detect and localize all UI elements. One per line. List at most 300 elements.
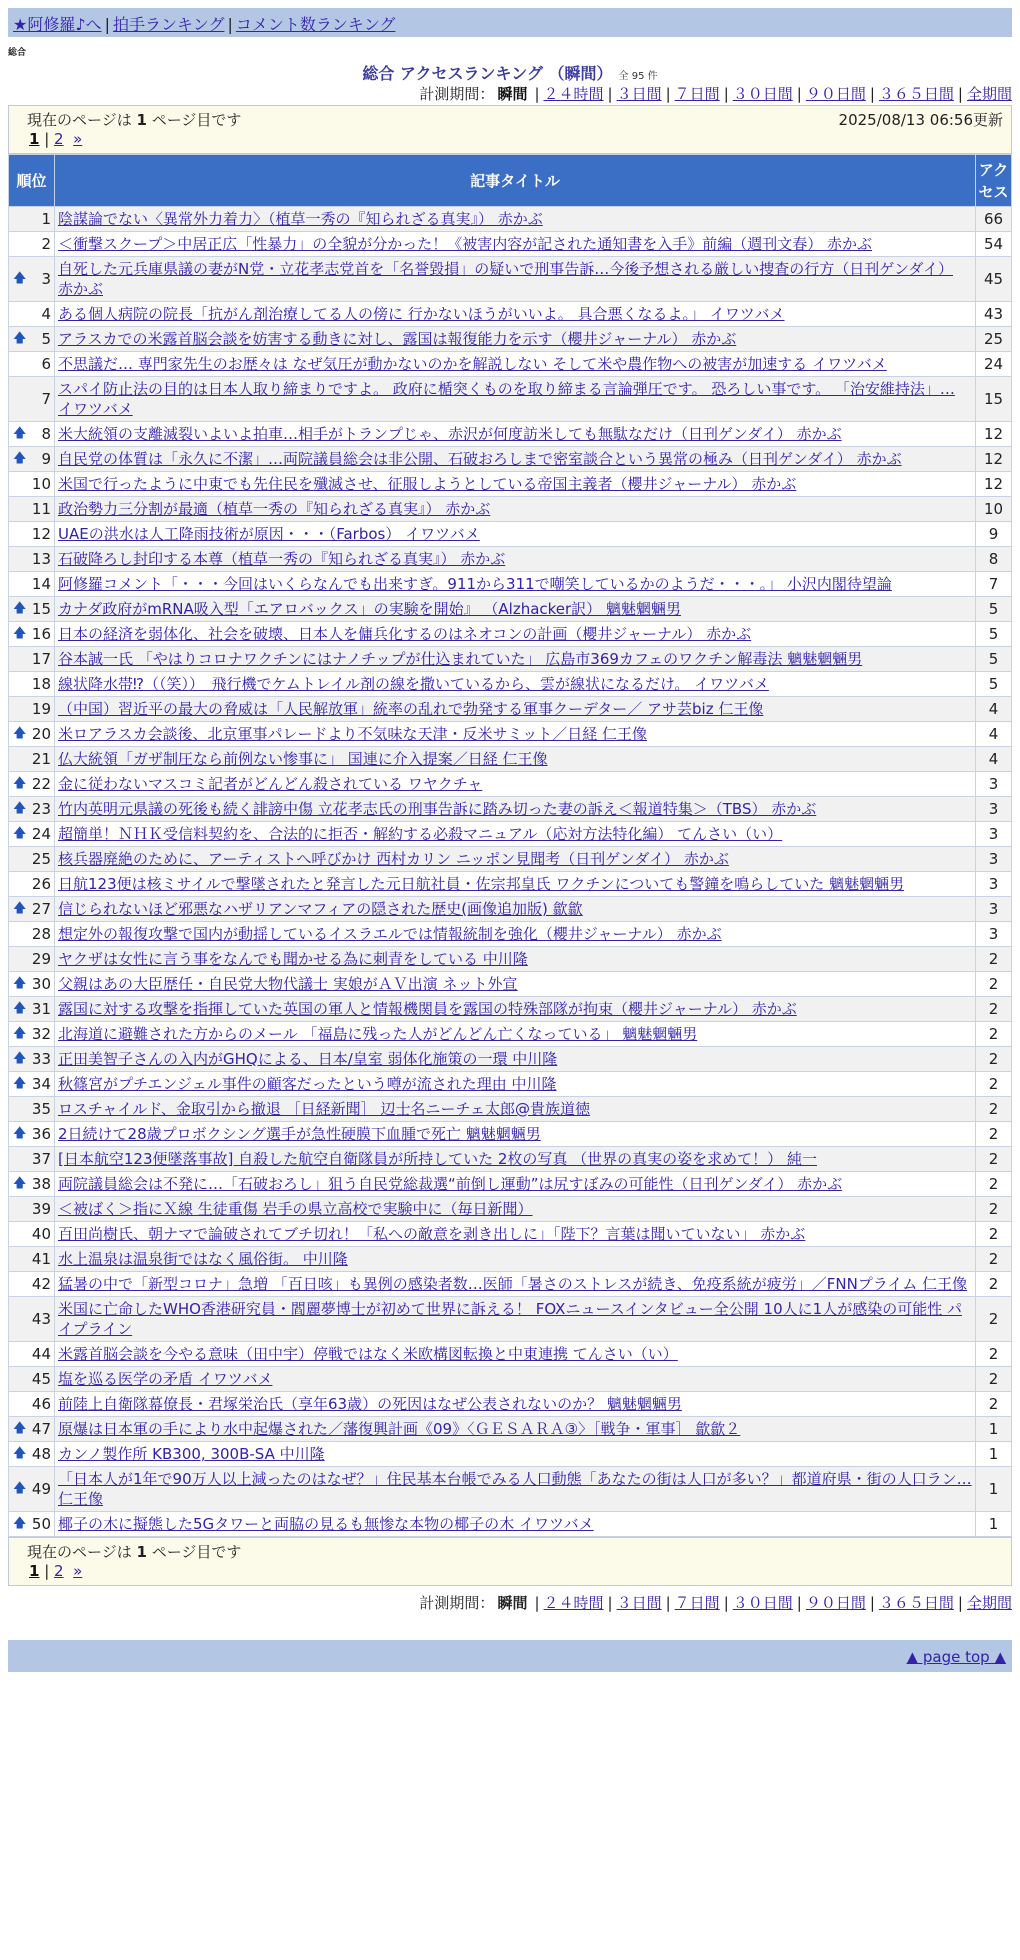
next-page-link[interactable]: » [73, 130, 83, 148]
period-current: 瞬間 [497, 85, 528, 103]
table-row [9, 522, 1012, 547]
period-30d[interactable]: ３０日間 [732, 85, 793, 103]
table-row [9, 822, 1012, 847]
rank-cell [9, 1367, 55, 1392]
table-row [9, 497, 1012, 522]
table-row [9, 1272, 1012, 1297]
title-cell [55, 232, 976, 257]
title-cell [55, 1097, 976, 1122]
title-cell [55, 1247, 976, 1272]
page-top-link[interactable]: ▲ page top ▲ [906, 1648, 1006, 1666]
applause-ranking-link[interactable]: 拍手ランキング [112, 15, 225, 34]
period-separator: | [534, 1594, 540, 1612]
article-link[interactable]: 北海道に避難された方からのメール 「福島に残った人がどんどん亡くなっている」 魑魅魍魎男 [58, 1025, 698, 1043]
article-link[interactable]: スパイ防止法の目的は日本人取り締まりですよ。 政府に楯突くものを取り締まる言論弾圧です。 恐ろしい事です。 「治安維持法」… イワツバメ [58, 380, 955, 418]
rank-number: 23 [31, 800, 51, 818]
title-cell [55, 1147, 976, 1172]
rank-cell [9, 1072, 55, 1097]
article-link[interactable]: 仏大統領「ガザ制圧なら前例ない惨事に」 国連に介入提案／日経 仁王像 [58, 750, 548, 768]
article-link[interactable]: カンノ製作所 KB300, 300B-SA 中川隆 [58, 1445, 325, 1463]
article-link[interactable]: 自死した元兵庫県議の妻がN党・立花孝志党首を「名誉毀損」の疑いで刑事告訴…今後予想される厳しい捜査の行方（日刊ゲンダイ） 赤かぶ [58, 260, 954, 298]
access-count: 2 [976, 997, 1012, 1022]
article-link[interactable]: （中国）習近平の最大の脅威は「人民解放軍」統率の乱れで勃発する軍事クーデター／ アサ芸biz 仁王像 [58, 700, 764, 718]
rank-cell [9, 422, 55, 447]
access-count: 3 [976, 822, 1012, 847]
rank-up-arrow-icon: 🡅 [13, 1051, 27, 1066]
access-count: 45 [976, 257, 1012, 302]
rank-number: 41 [31, 1250, 51, 1268]
article-link[interactable]: 阿修羅コメント「・・・今回はいくらなんでも出来すぎ。911から311で嘲笑しているかのようだ・・・。」 小沢内閣待望論 [58, 575, 892, 593]
table-row [9, 997, 1012, 1022]
table-row [9, 772, 1012, 797]
rank-number: 9 [41, 450, 51, 468]
table-row [9, 1197, 1012, 1222]
period-3d[interactable]: ３日間 [616, 85, 662, 103]
title-cell [55, 207, 976, 232]
rank-cell [9, 1392, 55, 1417]
period-7d[interactable]: ７日間 [674, 1594, 720, 1612]
rank-up-arrow-icon: 🡅 [13, 1076, 27, 1091]
table-row [9, 302, 1012, 327]
article-link[interactable]: 前陸上自衛隊幕僚長・君塚栄治氏（享年63歳）の死因はなぜ公表されないのか？ 魑魅魍魎男 [58, 1395, 682, 1413]
table-row [9, 972, 1012, 997]
period-separator: | [957, 85, 963, 103]
current-page-text [27, 109, 241, 130]
title-cell [55, 1022, 976, 1047]
title-cell [55, 697, 976, 722]
rank-cell [9, 847, 55, 872]
article-link[interactable]: アラスカでの米露首脳会談を妨害する動きに対し、露国は報復能力を示す（櫻井ジャーナル） 赤かぶ [58, 330, 737, 348]
period-selector-bottom [8, 1592, 1012, 1614]
access-count: 4 [976, 747, 1012, 772]
period-separator: | [957, 1594, 963, 1612]
title-cell [55, 947, 976, 972]
article-link[interactable]: 信じられないほど邪悪なハザリアンマフィアの隠された歴史(画像追加版) 歙歙 [58, 900, 583, 918]
rank-number: 26 [31, 875, 51, 893]
rank-cell [9, 747, 55, 772]
rank-number: 14 [31, 575, 51, 593]
rank-up-arrow-icon: 🡅 [13, 1176, 27, 1191]
rank-cell [9, 947, 55, 972]
article-link[interactable]: 「日本人が1年で90万人以上減ったのはなぜ？」住民基本台帳でみる人口動態「あなたの街は人口が多い？」都道府県・街の人口ラン… 仁王像 [58, 1470, 972, 1508]
access-count: 8 [976, 547, 1012, 572]
rank-up-arrow-icon: 🡅 [13, 426, 27, 441]
title-cell [55, 522, 976, 547]
rank-number: 36 [31, 1125, 51, 1143]
page-1: 1 [29, 130, 40, 148]
table-row [9, 1512, 1012, 1537]
current-page-post: ページ目です [151, 111, 242, 129]
rank-cell [9, 1467, 55, 1512]
rank-cell [9, 352, 55, 377]
article-link[interactable]: ロスチャイルド、金取引から撤退 ［日経新聞］ 辺士名ニーチェ太郎@貴族道徳 [58, 1100, 590, 1118]
rank-cell [9, 922, 55, 947]
article-link[interactable]: 塩を巡る医学の矛盾 イワツバメ [58, 1370, 273, 1388]
access-count: 2 [976, 1147, 1012, 1172]
period-365d[interactable]: ３６５日間 [878, 1594, 954, 1612]
rank-cell [9, 1342, 55, 1367]
rank-number: 31 [31, 1000, 51, 1018]
table-row [9, 1147, 1012, 1172]
article-link[interactable]: 父親はあの大臣歴任・自民党大物代議士 実娘がＡＶ出演 ネット外宣 [58, 975, 518, 993]
article-link[interactable]: 露国に対する攻撃を指揮していた英国の軍人と情報機関員を露国の特殊部隊が拘束（櫻井ジャーナル） 赤かぶ [58, 1000, 797, 1018]
table-row [9, 672, 1012, 697]
article-link[interactable]: 日航123便は核ミサイルで撃墜されたと発言した元日航社員・佐宗邦皇氏 ワクチンについても警鐘を鳴らしていた 魑魅魍魎男 [58, 875, 905, 893]
rank-up-arrow-icon: 🡅 [13, 726, 27, 741]
period-3d[interactable]: ３日間 [616, 1594, 662, 1612]
access-count: 5 [976, 647, 1012, 672]
article-link[interactable]: 石破降ろし封印する本尊（植草一秀の『知られざる真実』） 赤かぶ [58, 550, 506, 568]
access-count: 1 [976, 1417, 1012, 1442]
article-link[interactable]: 水上温泉は温泉街ではなく風俗街。 中川隆 [58, 1250, 348, 1268]
article-link[interactable]: 秋篠宮がプチエンジェル事件の顧客だったという噂が流された理由 中川隆 [58, 1075, 557, 1093]
article-link[interactable]: 米大統領の支離滅裂いよいよ拍車…相手がトランプじゃ、赤沢が何度訪米しても無駄なだけ（日刊ゲンダイ） 赤かぶ [58, 425, 842, 443]
rank-number: 17 [31, 650, 51, 668]
rank-number: 43 [31, 1310, 51, 1328]
next-page-link[interactable]: » [73, 1562, 83, 1580]
access-count: 7 [976, 572, 1012, 597]
article-link[interactable]: ヤクザは女性に言う事をなんでも聞かせる為に刺青をしている 中川隆 [58, 950, 528, 968]
rank-number: 32 [31, 1025, 51, 1043]
period-selector-top [8, 83, 1012, 105]
rank-number: 33 [31, 1050, 51, 1068]
article-link[interactable]: 百田尚樹氏、朝ナマで論破されてブチ切れ！「私への敵意を剥き出しに」「陛下？言葉は聞いていない」 赤かぶ [58, 1225, 806, 1243]
rank-cell [9, 647, 55, 672]
access-count: 2 [976, 972, 1012, 997]
table-row [9, 722, 1012, 747]
total-count: 全 95 件 [618, 71, 658, 82]
table-row [9, 232, 1012, 257]
table-row [9, 422, 1012, 447]
title-cell [55, 572, 976, 597]
article-link[interactable]: 超簡単！ＮＨＫ受信料契約を、合法的に拒否・解約する必殺マニュアル（応対方法特化編） てんさい（い） [58, 825, 783, 843]
article-link[interactable]: 金に従わないマスコミ記者がどんどん殺されている ワヤクチャ [58, 775, 483, 793]
access-count: 2 [976, 1097, 1012, 1122]
article-link[interactable]: 原爆は日本軍の手により水中起爆された／藩復興計画《09》〈ＧＥＳＡＲＡ③〉［戦争・軍事］ 歙歙２ [58, 1420, 741, 1438]
table-row [9, 797, 1012, 822]
rank-number: 42 [31, 1275, 51, 1293]
access-count: 4 [976, 722, 1012, 747]
period-365d[interactable]: ３６５日間 [878, 85, 954, 103]
rank-number: 19 [31, 700, 51, 718]
rank-cell [9, 1442, 55, 1467]
access-count: 5 [976, 622, 1012, 647]
rank-cell [9, 1247, 55, 1272]
page-2-link[interactable]: 2 [54, 130, 64, 148]
article-link[interactable]: 正田美智子さんの入内がGHQによる、日本/皇室 弱体化施策の一環 中川隆 [58, 1050, 558, 1068]
article-link[interactable]: 米国で行ったように中東でも先住民を殲滅させ、征服しようとしている帝国主義者（櫻井ジャーナル） 赤かぶ [58, 475, 797, 493]
period-separator: | [723, 1594, 729, 1612]
rank-number: 49 [31, 1480, 51, 1498]
article-link[interactable]: ある個人病院の院長「抗がん剤治療してる人の傍に 行かないほうがいいよ。 具合悪くなるよ。」 イワツバメ [58, 305, 785, 323]
title-cell [55, 302, 976, 327]
rank-cell [9, 822, 55, 847]
rank-up-arrow-icon: 🡅 [13, 271, 27, 286]
table-row [9, 377, 1012, 422]
title-cell [55, 1512, 976, 1537]
article-link[interactable]: 陰謀論でない〈異常外力着力〉（植草一秀の『知られざる真実』） 赤かぶ [58, 210, 543, 228]
table-row [9, 1122, 1012, 1147]
rank-up-arrow-icon: 🡅 [13, 1001, 27, 1016]
rank-number: 22 [31, 775, 51, 793]
rank-number: 38 [31, 1175, 51, 1193]
rank-cell [9, 772, 55, 797]
rank-cell [9, 1097, 55, 1122]
title-cell [55, 1272, 976, 1297]
access-count: 3 [976, 922, 1012, 947]
access-count: 1 [976, 1512, 1012, 1537]
access-count: 2 [976, 1342, 1012, 1367]
article-link[interactable]: 猛暑の中で「新型コロナ」急増 「百日咳」も異例の感染者数…医師「暑さのストレスが続き、免疫系統が疲労」／FNNプライム 仁王像 [58, 1275, 968, 1293]
rank-number: 25 [31, 850, 51, 868]
table-row [9, 622, 1012, 647]
rank-cell [9, 472, 55, 497]
table-row [9, 747, 1012, 772]
title-cell [55, 847, 976, 872]
rank-number: 3 [41, 270, 51, 288]
rank-up-arrow-icon: 🡅 [13, 1421, 27, 1436]
access-count: 2 [976, 1072, 1012, 1097]
rank-cell [9, 1047, 55, 1072]
title-cell [55, 1297, 976, 1342]
table-row [9, 947, 1012, 972]
period-all[interactable]: 全期間 [966, 85, 1012, 103]
access-count: 2 [976, 1297, 1012, 1342]
rank-number: 4 [41, 305, 51, 323]
access-count: 2 [976, 1022, 1012, 1047]
current-page-pre: 現在のページは [27, 1543, 132, 1561]
rank-cell [9, 1417, 55, 1442]
home-link[interactable]: ★阿修羅♪へ [13, 15, 102, 34]
article-link[interactable]: 想定外の報復攻撃で国内が動揺しているイスラエルでは情報統制を強化（櫻井ジャーナル） 赤かぶ [58, 925, 722, 943]
table-row [9, 597, 1012, 622]
rank-cell [9, 232, 55, 257]
table-row [9, 207, 1012, 232]
title-cell [55, 352, 976, 377]
rank-number: 50 [31, 1515, 51, 1533]
rank-cell [9, 672, 55, 697]
period-90d[interactable]: ９０日間 [805, 1594, 866, 1612]
title-cell [55, 1417, 976, 1442]
rank-number: 7 [41, 390, 51, 408]
access-count: 5 [976, 597, 1012, 622]
access-count: 24 [976, 352, 1012, 377]
rank-up-arrow-icon: 🡅 [13, 601, 27, 616]
article-link[interactable]: 線状降水帯⁉（（笑）） 飛行機でケムトレイル剤の線を撒いているから、雲が線状になるだけ。 イワツバメ [58, 675, 769, 693]
title-cell [55, 747, 976, 772]
title-cell [55, 327, 976, 352]
article-link[interactable]: [日本航空123便墜落事故] 自殺した航空自衛隊員が所持していた 2枚の写真 （世界の真実の姿を求めて！） 純一 [58, 1150, 817, 1168]
rank-cell [9, 377, 55, 422]
nav-separator: | [227, 15, 233, 34]
rank-number: 13 [31, 550, 51, 568]
article-link[interactable]: 不思議だ… 専門家先生のお歴々は なぜ気圧が動かないのかを解説しない そして米や農作物への被害が加速する イワツバメ [58, 355, 887, 373]
current-page-post: ページ目です [151, 1543, 242, 1561]
rank-up-arrow-icon: 🡅 [13, 331, 27, 346]
period-separator: | [796, 1594, 802, 1612]
period-separator: | [869, 85, 875, 103]
article-link[interactable]: UAEの洪水は人工降雨技術が原因・・・（Farbos） イワツバメ [58, 525, 480, 543]
rank-cell [9, 572, 55, 597]
rank-cell [9, 547, 55, 572]
title-cell [55, 822, 976, 847]
period-separator: | [869, 1594, 875, 1612]
access-count: 2 [976, 1172, 1012, 1197]
rank-number: 40 [31, 1225, 51, 1243]
title-cell [55, 922, 976, 947]
article-link[interactable]: ＜被ばく＞指にＸ線 生徒重傷 岩手の県立高校で実験中に（毎日新聞） [58, 1200, 533, 1218]
access-count: 2 [976, 1222, 1012, 1247]
access-count: 3 [976, 847, 1012, 872]
col-rank-header: 順位 [9, 155, 55, 207]
title-cell [55, 377, 976, 422]
access-count: 2 [976, 1197, 1012, 1222]
table-row [9, 352, 1012, 377]
title-cell [55, 897, 976, 922]
rank-cell [9, 1272, 55, 1297]
access-count: 3 [976, 897, 1012, 922]
table-row [9, 1417, 1012, 1442]
access-count: 12 [976, 472, 1012, 497]
rank-number: 45 [31, 1370, 51, 1388]
period-all[interactable]: 全期間 [966, 1594, 1012, 1612]
rank-cell [9, 897, 55, 922]
access-count: 12 [976, 447, 1012, 472]
table-row [9, 547, 1012, 572]
ranking-table [8, 154, 1012, 1537]
rank-cell [9, 872, 55, 897]
rank-up-arrow-icon: 🡅 [13, 451, 27, 466]
rank-cell [9, 522, 55, 547]
page-title-text: 総合 アクセスランキング （瞬間） [362, 64, 613, 83]
article-link[interactable]: 自民党の体質は「永久に不潔」…両院議員総会は非公開、石破おろしまで密室談合という異常の極み（日刊ゲンダイ） 赤かぶ [58, 450, 902, 468]
period-90d[interactable]: ９０日間 [805, 85, 866, 103]
period-separator: | [607, 85, 613, 103]
period-24h[interactable]: ２４時間 [543, 1594, 604, 1612]
rank-cell [9, 1222, 55, 1247]
current-page-pre: 現在のページは [27, 111, 132, 129]
article-link[interactable]: 両院議員総会は不発に…「石破おろし」狙う自民党総裁選“前倒し運動”は尻すぼみの可能性（日刊ゲンダイ） 赤かぶ [58, 1175, 843, 1193]
rank-cell [9, 327, 55, 352]
title-cell [55, 1467, 976, 1512]
title-cell [55, 872, 976, 897]
current-page-text-bottom [27, 1541, 241, 1562]
rank-number: 11 [31, 500, 51, 518]
rank-up-arrow-icon: 🡅 [13, 801, 27, 816]
article-link[interactable]: 米国に亡命したWHO香港研究員・閻麗夢博士が初めて世界に訴える！ FOXニュースインタビュー全公開 10人に1人が感染の可能性 パイプライン [58, 1300, 962, 1338]
table-row [9, 1392, 1012, 1417]
rank-number: 20 [31, 725, 51, 743]
title-cell [55, 772, 976, 797]
title-cell [55, 647, 976, 672]
rank-up-arrow-icon: 🡅 [13, 1516, 27, 1531]
table-row [9, 1367, 1012, 1392]
title-cell [55, 1122, 976, 1147]
title-cell [55, 972, 976, 997]
access-count: 1 [976, 1467, 1012, 1512]
title-cell [55, 447, 976, 472]
article-link[interactable]: カナダ政府がmRNA吸入型「エアロバックス」の実験を開始』 （Alzhacker訳） 魑魅魍魎男 [58, 600, 681, 618]
rank-number: 30 [31, 975, 51, 993]
rank-number: 39 [31, 1200, 51, 1218]
period-30d[interactable]: ３０日間 [732, 1594, 793, 1612]
period-separator: | [607, 1594, 613, 1612]
table-row [9, 1222, 1012, 1247]
article-link[interactable]: 日本の経済を弱体化、社会を破壊、日本人を傭兵化するのはネオコンの計画（櫻井ジャーナル） 赤かぶ [58, 625, 752, 643]
title-cell [55, 1172, 976, 1197]
title-cell [55, 797, 976, 822]
access-count: 2 [976, 1272, 1012, 1297]
table-row [9, 1022, 1012, 1047]
rank-cell [9, 622, 55, 647]
rank-cell [9, 497, 55, 522]
table-row [9, 1172, 1012, 1197]
rank-number: 6 [41, 355, 51, 373]
page-1: 1 [29, 1562, 40, 1580]
rank-number: 46 [31, 1395, 51, 1413]
article-link[interactable]: ＜衝撃スクープ＞中居正広「性暴力」の全貌が分かった！《被害内容が記された通知書を入手》前編（週刊文春） 赤かぶ [58, 235, 873, 253]
rank-up-arrow-icon: 🡅 [13, 1026, 27, 1041]
rank-cell [9, 1512, 55, 1537]
article-link[interactable]: 米露首脳会談を今やる意味（田中宇）停戦ではなく米欧構図転換と中東連携 てんさい（い） [58, 1345, 678, 1363]
rank-cell [9, 207, 55, 232]
ranking-body [9, 207, 1012, 1537]
access-count: 2 [976, 1392, 1012, 1417]
article-link[interactable]: 竹内英明元県議の死後も続く誹謗中傷 立花孝志氏の刑事告訴に踏み切った妻の訴え＜報道特集＞（TBS） 赤かぶ [58, 800, 817, 818]
page-2-link[interactable]: 2 [54, 1562, 64, 1580]
period-separator: | [723, 85, 729, 103]
access-count: 25 [976, 327, 1012, 352]
article-link[interactable]: 椰子の木に擬態した5Gタワーと両脇の見るも無惨な本物の椰子の木 イワツバメ [58, 1515, 594, 1533]
title-cell [55, 597, 976, 622]
period-24h[interactable]: ２４時間 [543, 85, 604, 103]
table-row [9, 1442, 1012, 1467]
title-cell [55, 497, 976, 522]
access-count: 1 [976, 1442, 1012, 1467]
period-7d[interactable]: ７日間 [674, 85, 720, 103]
rank-cell [9, 997, 55, 1022]
access-count: 2 [976, 1122, 1012, 1147]
rank-cell [9, 1122, 55, 1147]
article-link[interactable]: 米ロアラスカ会談後、北京軍事パレードより不気味な天津・反米サミット／日経 仁王像 [58, 725, 648, 743]
nav-separator: | [104, 15, 110, 34]
title-cell [55, 1197, 976, 1222]
access-count: 4 [976, 697, 1012, 722]
rank-up-arrow-icon: 🡅 [13, 826, 27, 841]
table-row [9, 1297, 1012, 1342]
current-page-number: 1 [136, 1543, 147, 1561]
access-count: 3 [976, 872, 1012, 897]
article-link[interactable]: 2日続けて28歳プロボクシング選手が急性硬膜下血腫で死亡 魑魅魍魎男 [58, 1125, 541, 1143]
table-row [9, 257, 1012, 302]
table-row [9, 1072, 1012, 1097]
rank-number: 24 [31, 825, 51, 843]
article-link[interactable]: 政治勢力三分割が最適（植草一秀の『知られざる真実』） 赤かぶ [58, 500, 491, 518]
col-access-header: アクセス [976, 155, 1012, 207]
article-link[interactable]: 核兵器廃絶のために、アーティストへ呼びかけ 西村カリン ニッポン見聞考（日刊ゲンダイ） 赤かぶ [58, 850, 729, 868]
table-header [9, 155, 1012, 207]
rank-number: 27 [31, 900, 51, 918]
title-cell [55, 257, 976, 302]
period-separator: | [665, 85, 671, 103]
comment-ranking-link[interactable]: コメント数ランキング [235, 15, 396, 34]
rank-number: 10 [31, 475, 51, 493]
rank-up-arrow-icon: 🡅 [13, 1481, 27, 1496]
access-count: 10 [976, 497, 1012, 522]
rank-cell [9, 797, 55, 822]
rank-number: 34 [31, 1075, 51, 1093]
article-link[interactable]: 谷本誠一氏 「やはりコロナワクチンにはナノチップが仕込まれていた」 広島市369カフェのワクチン解毒法 魑魅魍魎男 [58, 650, 863, 668]
